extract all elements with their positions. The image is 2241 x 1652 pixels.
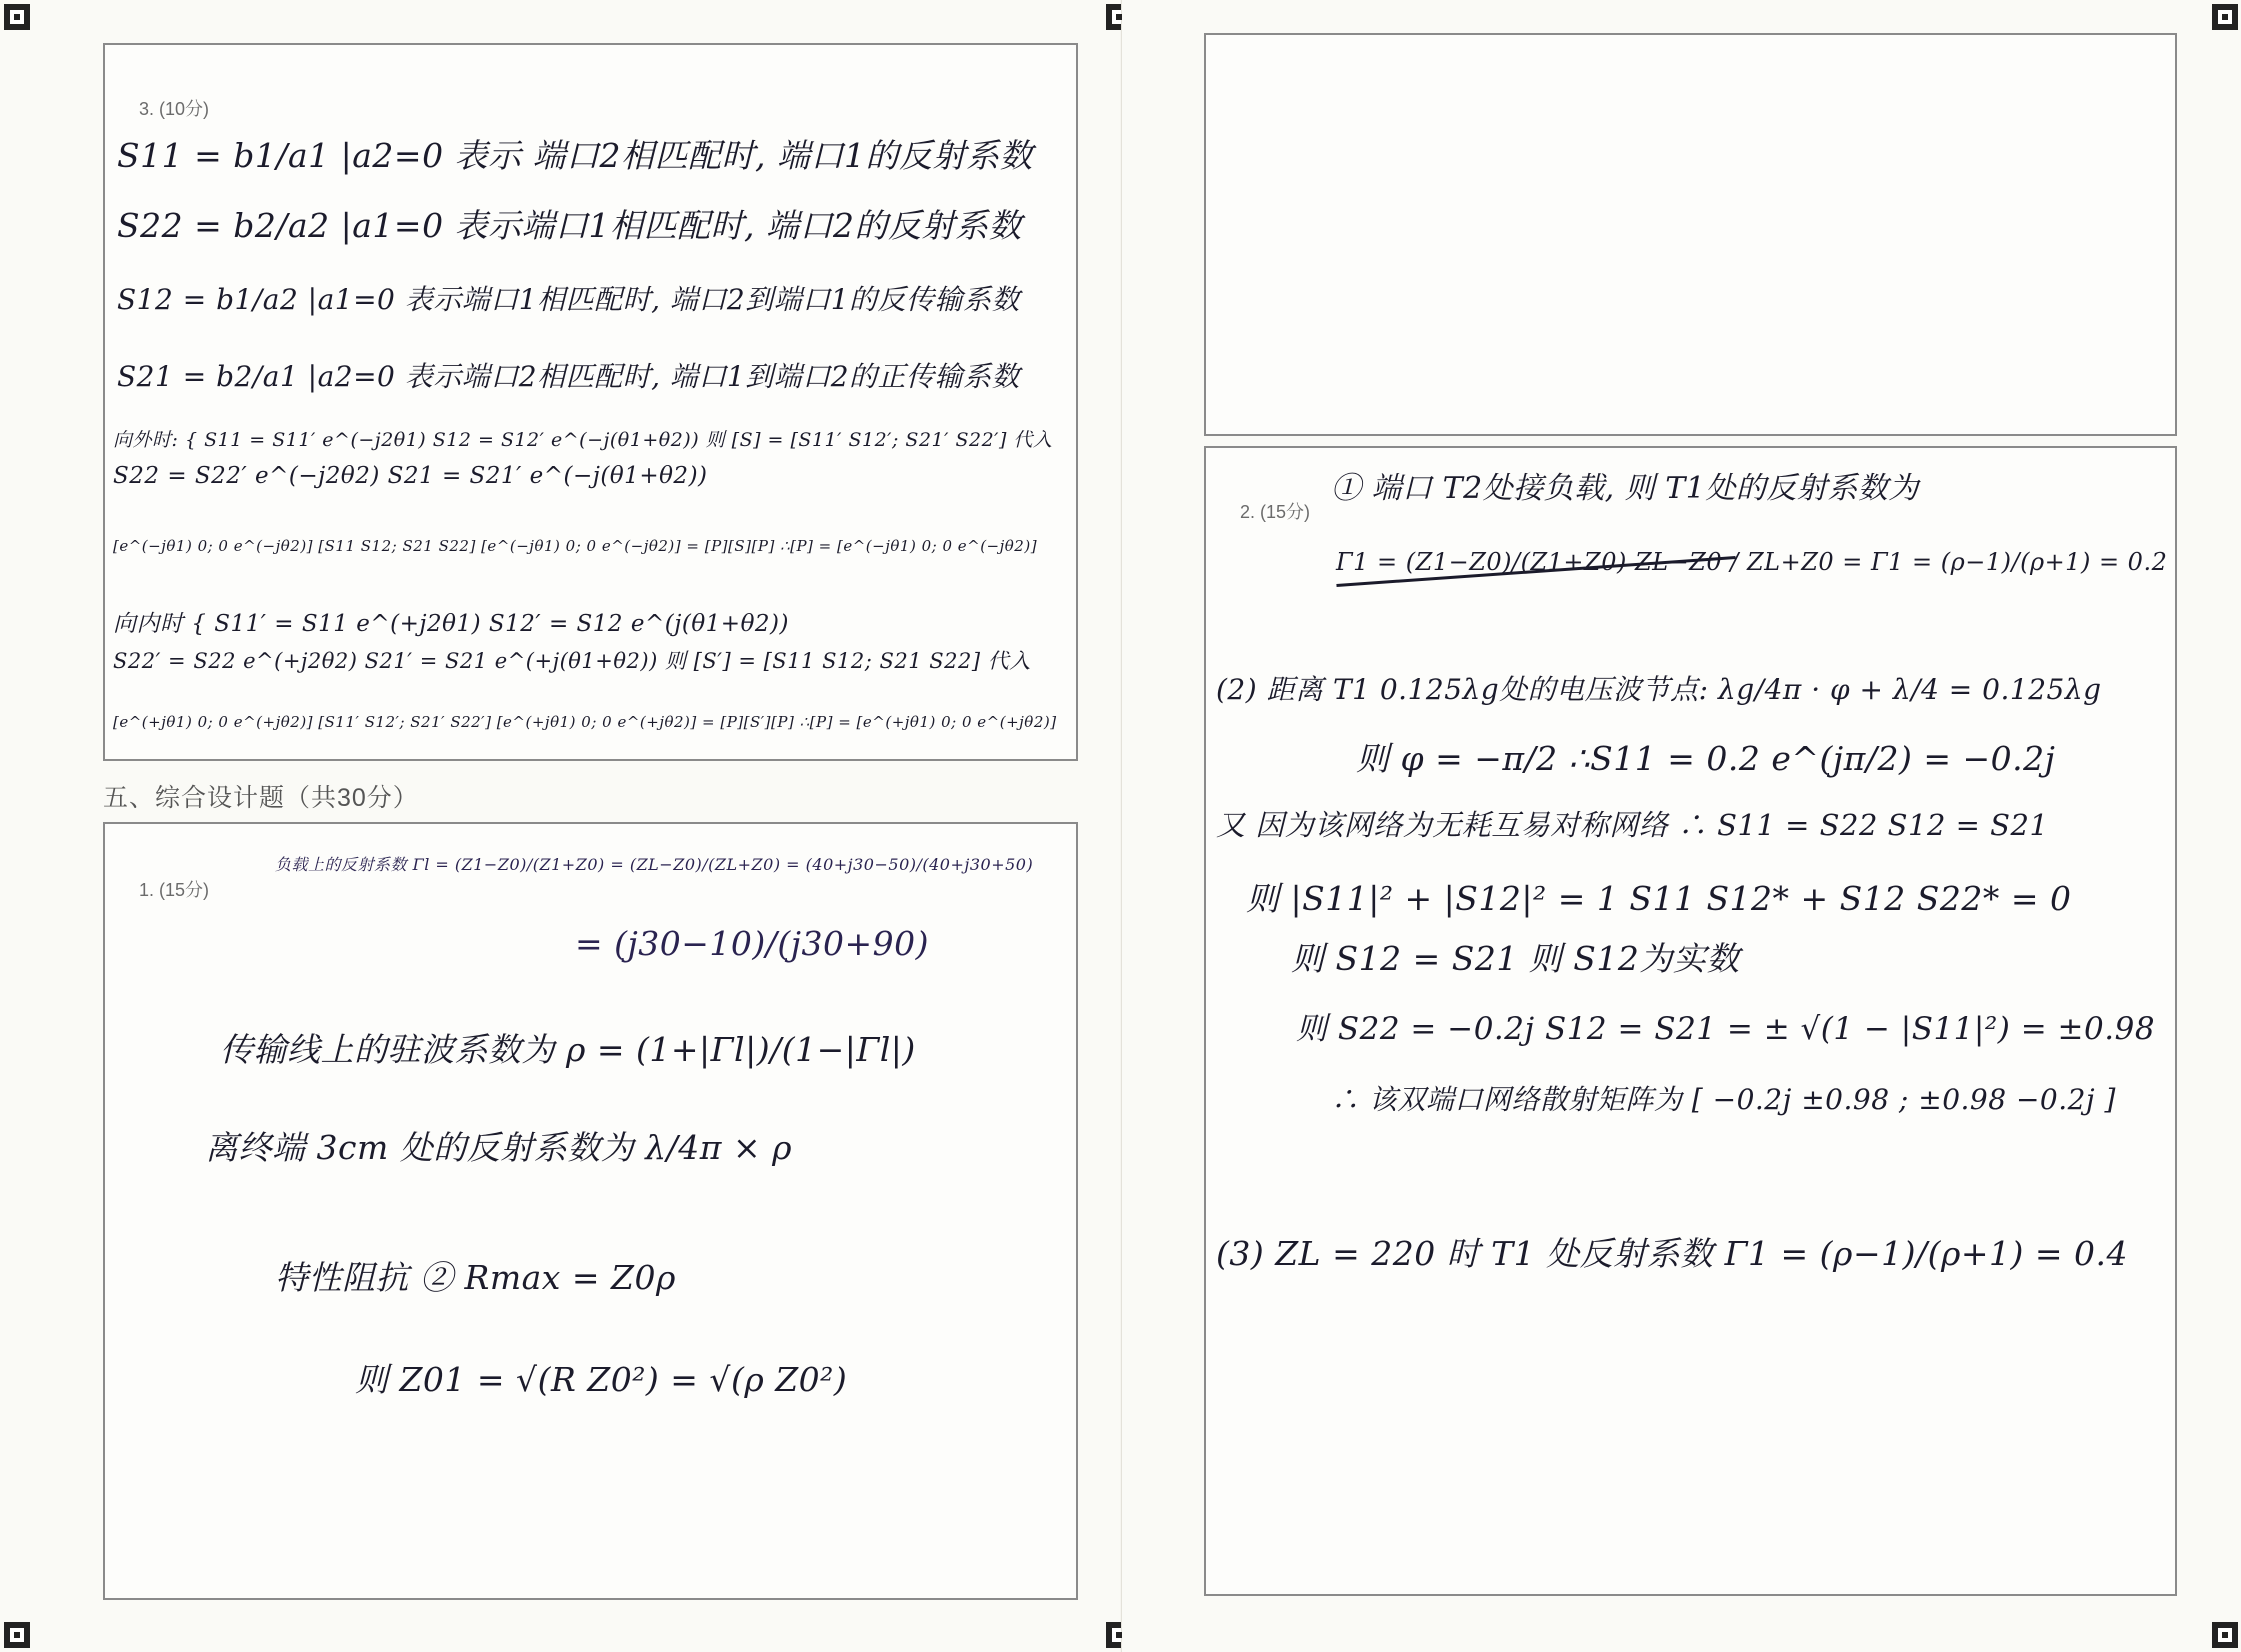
registration-mark — [4, 4, 30, 30]
question-label: 1. (15分) — [139, 880, 210, 900]
handwritten-line: (3) ZL = 220 时 T1 处反射系数 Γ1 = (ρ−1)/(ρ+1) = 0.4 — [1216, 1234, 2129, 1273]
handwritten-line: 则 Z01 = √(R Z0²) = √(ρ Z0²) — [355, 1360, 848, 1399]
handwritten-line: ∴ 该双端口网络散射矩阵为 [ −0.2j ±0.98 ; ±0.98 −0.2j ] — [1331, 1083, 2116, 1116]
handwritten-line: 向内时 { S11′ = S11 e^(+j2θ1) S12′ = S12 e^(j(θ1+θ2)) — [113, 611, 789, 637]
handwritten-line: 特性阻抗 ② Rmax = Z0ρ — [275, 1258, 676, 1297]
handwritten-line: 传输线上的驻波系数为 ρ = (1+|Γl|)/(1−|Γl|) — [220, 1030, 916, 1069]
handwritten-line: 离终端 3cm 处的反射系数为 λ/4π × ρ — [205, 1128, 792, 1167]
registration-mark — [2212, 1622, 2238, 1648]
answer-box-blank — [1204, 33, 2177, 436]
handwritten-line: [e^(−jθ1) 0; 0 e^(−jθ2)] [S11 S12; S21 S22] [e^(−jθ1) 0; 0 e^(−jθ2)] = [P][S][P] ∴[P] = [e^(−jθ1) 0; 0 e^(−jθ2)] — [113, 537, 1038, 555]
left-page — [0, 0, 1120, 1652]
handwritten-line: S12 = b1/a2 |a1=0 表示端口1相匹配时, 端口2到端口1的反传输系数 — [117, 283, 1021, 316]
handwritten-line: 向外时: { S11 = S11′ e^(−j2θ1) S12 = S12′ e^(−j(θ1+θ2)) 则 [S] = [S11′ S12′; S21′ S22′] 代入 — [113, 429, 1053, 451]
question-label: 2. (15分) — [1240, 502, 1311, 522]
registration-mark — [4, 1622, 30, 1648]
handwritten-line: S21 = b2/a1 |a2=0 表示端口2相匹配时, 端口1到端口2的正传输系数 — [117, 360, 1021, 393]
handwritten-line: 则 S22 = −0.2j S12 = S21 = ± √(1 − |S11|²) = ±0.98 — [1296, 1011, 2156, 1047]
right-page — [1121, 0, 2241, 1652]
handwritten-line: = (j30−10)/(j30+90) — [575, 924, 929, 963]
handwritten-line: 又 因为该网络为无耗互易对称网络 ∴ S11 = S22 S12 = S21 — [1216, 808, 2049, 842]
handwritten-line: 则 S12 = S21 则 S12为实数 — [1291, 939, 1740, 978]
handwritten-line: S11 = b1/a1 |a2=0 表示 端口2相匹配时, 端口1的反射系数 — [117, 136, 1034, 175]
handwritten-line: S22 = b2/a2 |a1=0 表示端口1相匹配时, 端口2的反射系数 — [117, 206, 1023, 245]
handwritten-line: 则 φ = −π/2 ∴S11 = 0.2 e^(jπ/2) = −0.2j — [1356, 739, 2056, 778]
handwritten-line: ① 端口 T2处接负载, 则 T1处的反射系数为 — [1331, 471, 1919, 506]
handwritten-line: S22′ = S22 e^(+j2θ2) S21′ = S21 e^(+j(θ1+θ2)) 则 [S′] = [S11 S12; S21 S22] 代入 — [113, 649, 1031, 673]
answer-box-q3 — [103, 43, 1078, 761]
handwritten-line: (2) 距离 T1 0.125λg处的电压波节点: λg/4π · φ + λ/4 = 0.125λg — [1216, 673, 2102, 706]
question-label: 3. (10分) — [139, 99, 210, 119]
answer-box-q2 — [1204, 446, 2177, 1596]
handwritten-line: Γ1 = (Z1−Z0)/(Z1+Z0) ZL−Z0 / ZL+Z0 = Γ1 = (ρ−1)/(ρ+1) = 0.2 — [1336, 548, 2168, 576]
handwritten-line: S22 = S22′ e^(−j2θ2) S21 = S21′ e^(−j(θ1+θ2)) — [113, 463, 708, 489]
registration-mark — [2212, 4, 2238, 30]
section-title: 五、综合设计题（共30分） — [103, 784, 419, 812]
handwritten-line: [e^(+jθ1) 0; 0 e^(+jθ2)] [S11′ S12′; S21′ S22′] [e^(+jθ1) 0; 0 e^(+jθ2)] = [P][S′][P] ∴[P] = [e^(+jθ1) 0; 0 e^(+jθ2)] — [113, 713, 1057, 731]
handwritten-line: 则 |S11|² + |S12|² = 1 S11 S12* + S12 S22* = 0 — [1246, 879, 2072, 918]
handwritten-line: 负载上的反射系数 Γl = (Z1−Z0)/(Z1+Z0) = (ZL−Z0)/(ZL+Z0) = (40+j30−50)/(40+j30+50) — [275, 855, 1034, 874]
answer-box-q1 — [103, 822, 1078, 1600]
